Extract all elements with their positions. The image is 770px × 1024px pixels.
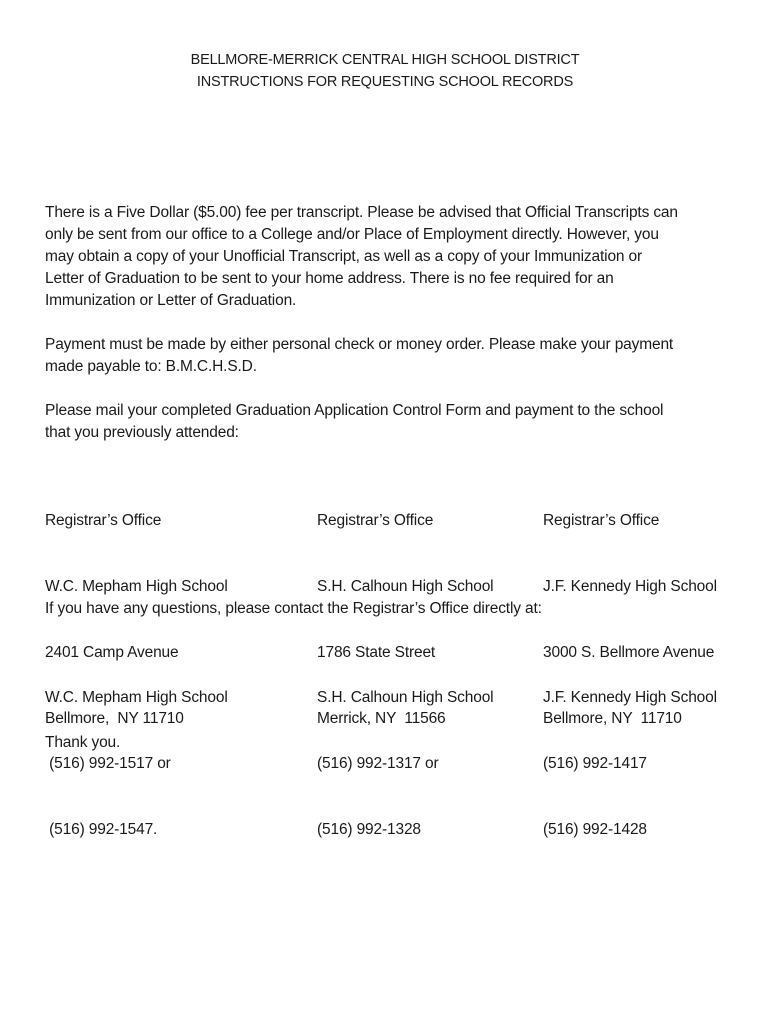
closing-text: Thank you. xyxy=(45,734,121,751)
contact-kennedy xyxy=(543,643,717,885)
address-street: 1786 State Street xyxy=(317,644,436,661)
contact-phone: (516) 992-1547. xyxy=(45,821,158,838)
address-street: 3000 S. Bellmore Avenue xyxy=(543,644,715,661)
contact-school: J.F. Kennedy High School xyxy=(543,689,717,706)
paragraph-line: There is a Five Dollar ($5.00) fee per transcript. Please be advised that Official Transcripts can xyxy=(45,204,678,221)
district-title: BELLMORE-MERRICK CENTRAL HIGH SCHOOL DISTRICT xyxy=(190,52,580,68)
address-city: Merrick, NY 11566 xyxy=(317,710,446,727)
contact-phone: (516) 992-1328 xyxy=(317,821,421,838)
address-school: W.C. Mepham High School xyxy=(45,578,228,595)
contact-phone: (516) 992-1417 xyxy=(543,755,647,772)
paragraph-line: may obtain a copy of your Unofficial Transcript, as well as a copy of your Immunization or xyxy=(45,248,643,265)
document-header xyxy=(0,49,770,93)
address-office: Registrar’s Office xyxy=(45,512,162,529)
contact-school: S.H. Calhoun High School xyxy=(317,689,494,706)
address-school: S.H. Calhoun High School xyxy=(317,578,494,595)
contact-school: W.C. Mepham High School xyxy=(45,689,228,706)
paragraph-line: Immunization or Letter of Graduation. xyxy=(45,292,297,309)
paragraph-line: only be sent from our office to a College and/or Place of Employment directly. However, you xyxy=(45,226,659,243)
address-school: J.F. Kennedy High School xyxy=(543,578,717,595)
paragraph-line: Please mail your completed Graduation Application Control Form and payment to the school xyxy=(45,402,664,419)
paragraph-line: Letter of Graduation to be sent to your home address. There is no fee required for an xyxy=(45,270,614,287)
paragraph-line: made payable to: B.M.C.H.S.D. xyxy=(45,358,257,375)
questions-text: If you have any questions, please contact the Registrar’s Office directly at: xyxy=(45,600,542,617)
contact-phone: (516) 992-1517 or xyxy=(45,755,171,772)
payment-paragraph xyxy=(45,334,735,378)
mail-paragraph xyxy=(45,400,735,444)
paragraph-line: Payment must be made by either personal check or money order. Please make your payment xyxy=(45,336,674,353)
fee-paragraph xyxy=(45,202,735,312)
instructions-title: INSTRUCTIONS FOR REQUESTING SCHOOL RECORDS xyxy=(196,74,574,90)
contact-phone: (516) 992-1317 or xyxy=(317,755,439,772)
address-office: Registrar’s Office xyxy=(317,512,434,529)
contact-calhoun xyxy=(317,643,493,885)
contact-phone: (516) 992-1428 xyxy=(543,821,647,838)
contact-mepham xyxy=(45,643,228,885)
questions-intro xyxy=(45,598,735,620)
address-office: Registrar’s Office xyxy=(543,512,660,529)
closing xyxy=(45,732,735,754)
address-city: Bellmore, NY 11710 xyxy=(45,710,184,727)
paragraph-line: that you previously attended: xyxy=(45,424,239,441)
address-street: 2401 Camp Avenue xyxy=(45,644,179,661)
address-city: Bellmore, NY 11710 xyxy=(543,710,682,727)
